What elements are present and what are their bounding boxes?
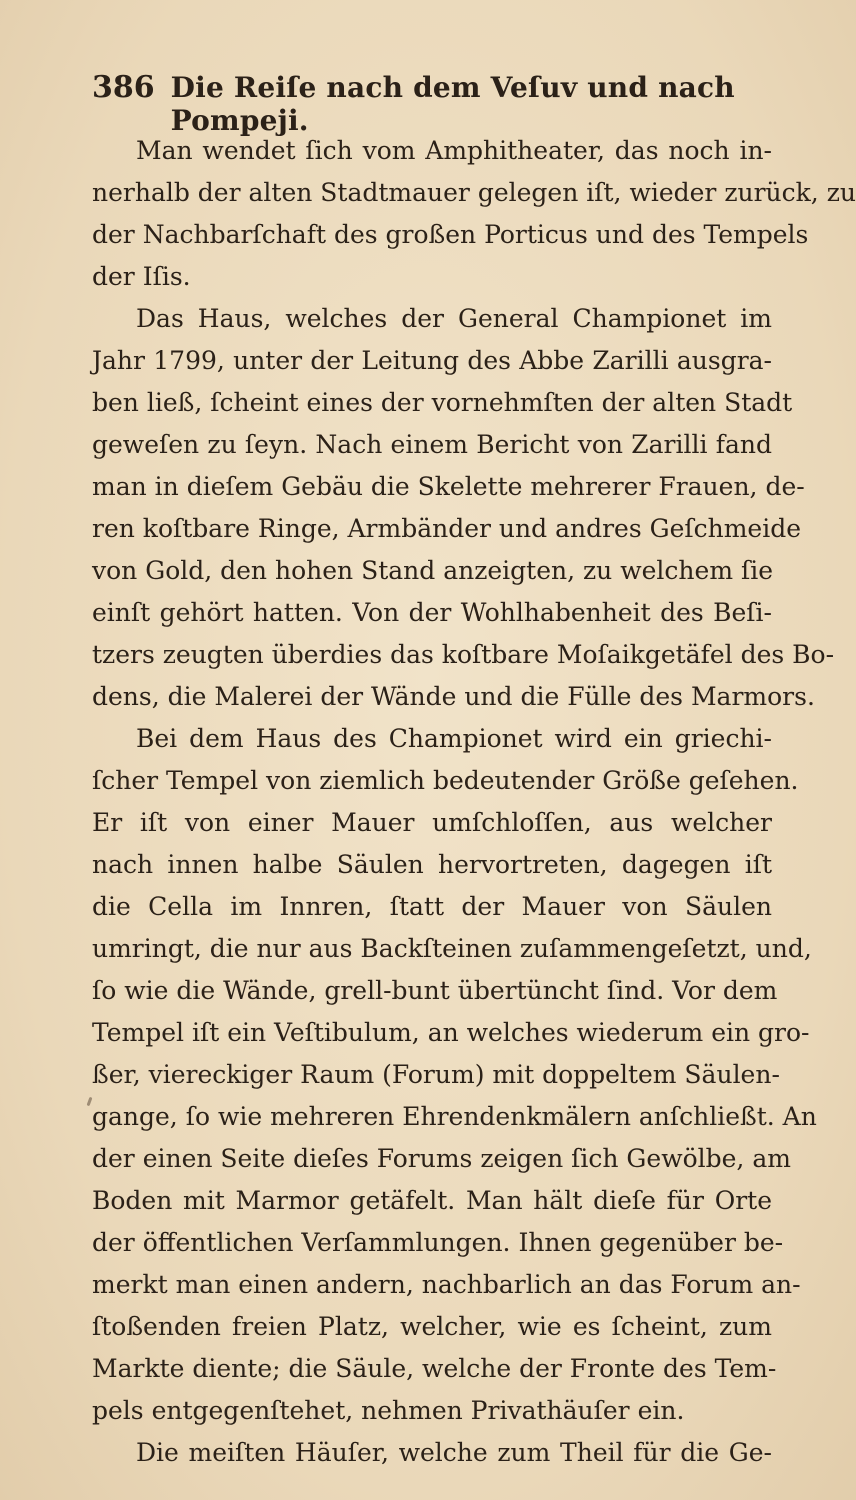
text-line: nach innen halbe Säulen hervortreten, dagegen iſt xyxy=(92,850,772,879)
text-line: umringt, die nur aus Backſteinen zuſammengeſetzt, und, xyxy=(92,934,812,963)
text-line: Er iſt von einer Mauer umſchloſſen, aus welcher xyxy=(92,808,772,837)
text-line: tzers zeugten überdies das koſtbare Moſaikgetäfel des Bo- xyxy=(92,640,835,669)
page-header xyxy=(92,70,742,137)
text-line: ben ließ, ſcheint eines der vornehmſten der alten Stadt xyxy=(92,388,793,417)
text-line: der öffentlichen Verſammlungen. Ihnen gegenüber be- xyxy=(92,1228,784,1257)
text-line: der Iſis. xyxy=(92,262,191,291)
text-line: ßer, viereckiger Raum (Forum) mit doppeltem Säulen- xyxy=(92,1060,780,1089)
page-number: 386 xyxy=(92,70,155,105)
text-line: von Gold, den hohen Stand anzeigten, zu welchem ſie xyxy=(92,556,774,585)
text-line: Bei dem Haus des Championet wird ein griechi- xyxy=(136,724,772,753)
body-text xyxy=(92,130,856,1474)
text-line: Die meiſten Häuſer, welche zum Theil für die Ge- xyxy=(136,1438,772,1467)
text-line: geweſen zu ſeyn. Nach einem Bericht von Zarilli fand xyxy=(92,430,772,459)
text-line: Das Haus, welches der General Championet im xyxy=(136,304,772,333)
text-line: einſt gehört hatten. Von der Wohlhabenheit des Beſi- xyxy=(92,598,772,627)
text-line: Boden mit Marmor getäfelt. Man hält dieſe für Orte xyxy=(92,1186,772,1215)
text-line: Markte diente; die Säule, welche der Fronte des Tem- xyxy=(92,1354,777,1383)
text-line: man in dieſem Gebäu die Skelette mehrerer Frauen, de- xyxy=(92,472,805,501)
text-line: ſcher Tempel von ziemlich bedeutender Größe geſehen. xyxy=(92,766,799,795)
text-line: nerhalb der alten Stadtmauer gelegen iſt, wieder zurück, zu xyxy=(92,178,856,207)
text-line: der Nachbarſchaft des großen Porticus und des Tempels xyxy=(92,220,809,249)
text-line: ſtoßenden freien Platz, welcher, wie es ſcheint, zum xyxy=(92,1312,772,1341)
text-line: gange, ſo wie mehreren Ehrendenkmälern anſchließt. An xyxy=(92,1102,817,1131)
running-title: Die Reiſe nach dem Veſuv und nach Pompeji. xyxy=(170,71,735,137)
text-line: die Cella im Innren, ſtatt der Mauer von Säulen xyxy=(92,892,772,921)
text-line: Jahr 1799, unter der Leitung des Abbe Zarilli ausgra- xyxy=(92,346,772,375)
text-line: ren koſtbare Ringe, Armbänder und andres Geſchmeide xyxy=(92,514,802,543)
text-line: der einen Seite dieſes Forums zeigen ſich Gewölbe, am xyxy=(92,1144,791,1173)
text-line: dens, die Malerei der Wände und die Fülle des Marmors. xyxy=(92,682,815,711)
text-line: pels entgegenſtehet, nehmen Privathäuſer ein. xyxy=(92,1396,685,1425)
text-line: ſo wie die Wände, grell-bunt übertüncht ſind. Vor dem xyxy=(92,976,778,1005)
text-line: merkt man einen andern, nachbarlich an das Forum an- xyxy=(92,1270,801,1299)
text-line: Man wendet ſich vom Amphitheater, das noch in- xyxy=(136,136,772,165)
text-line: Tempel iſt ein Veſtibulum, an welches wiederum ein gro- xyxy=(92,1018,810,1047)
